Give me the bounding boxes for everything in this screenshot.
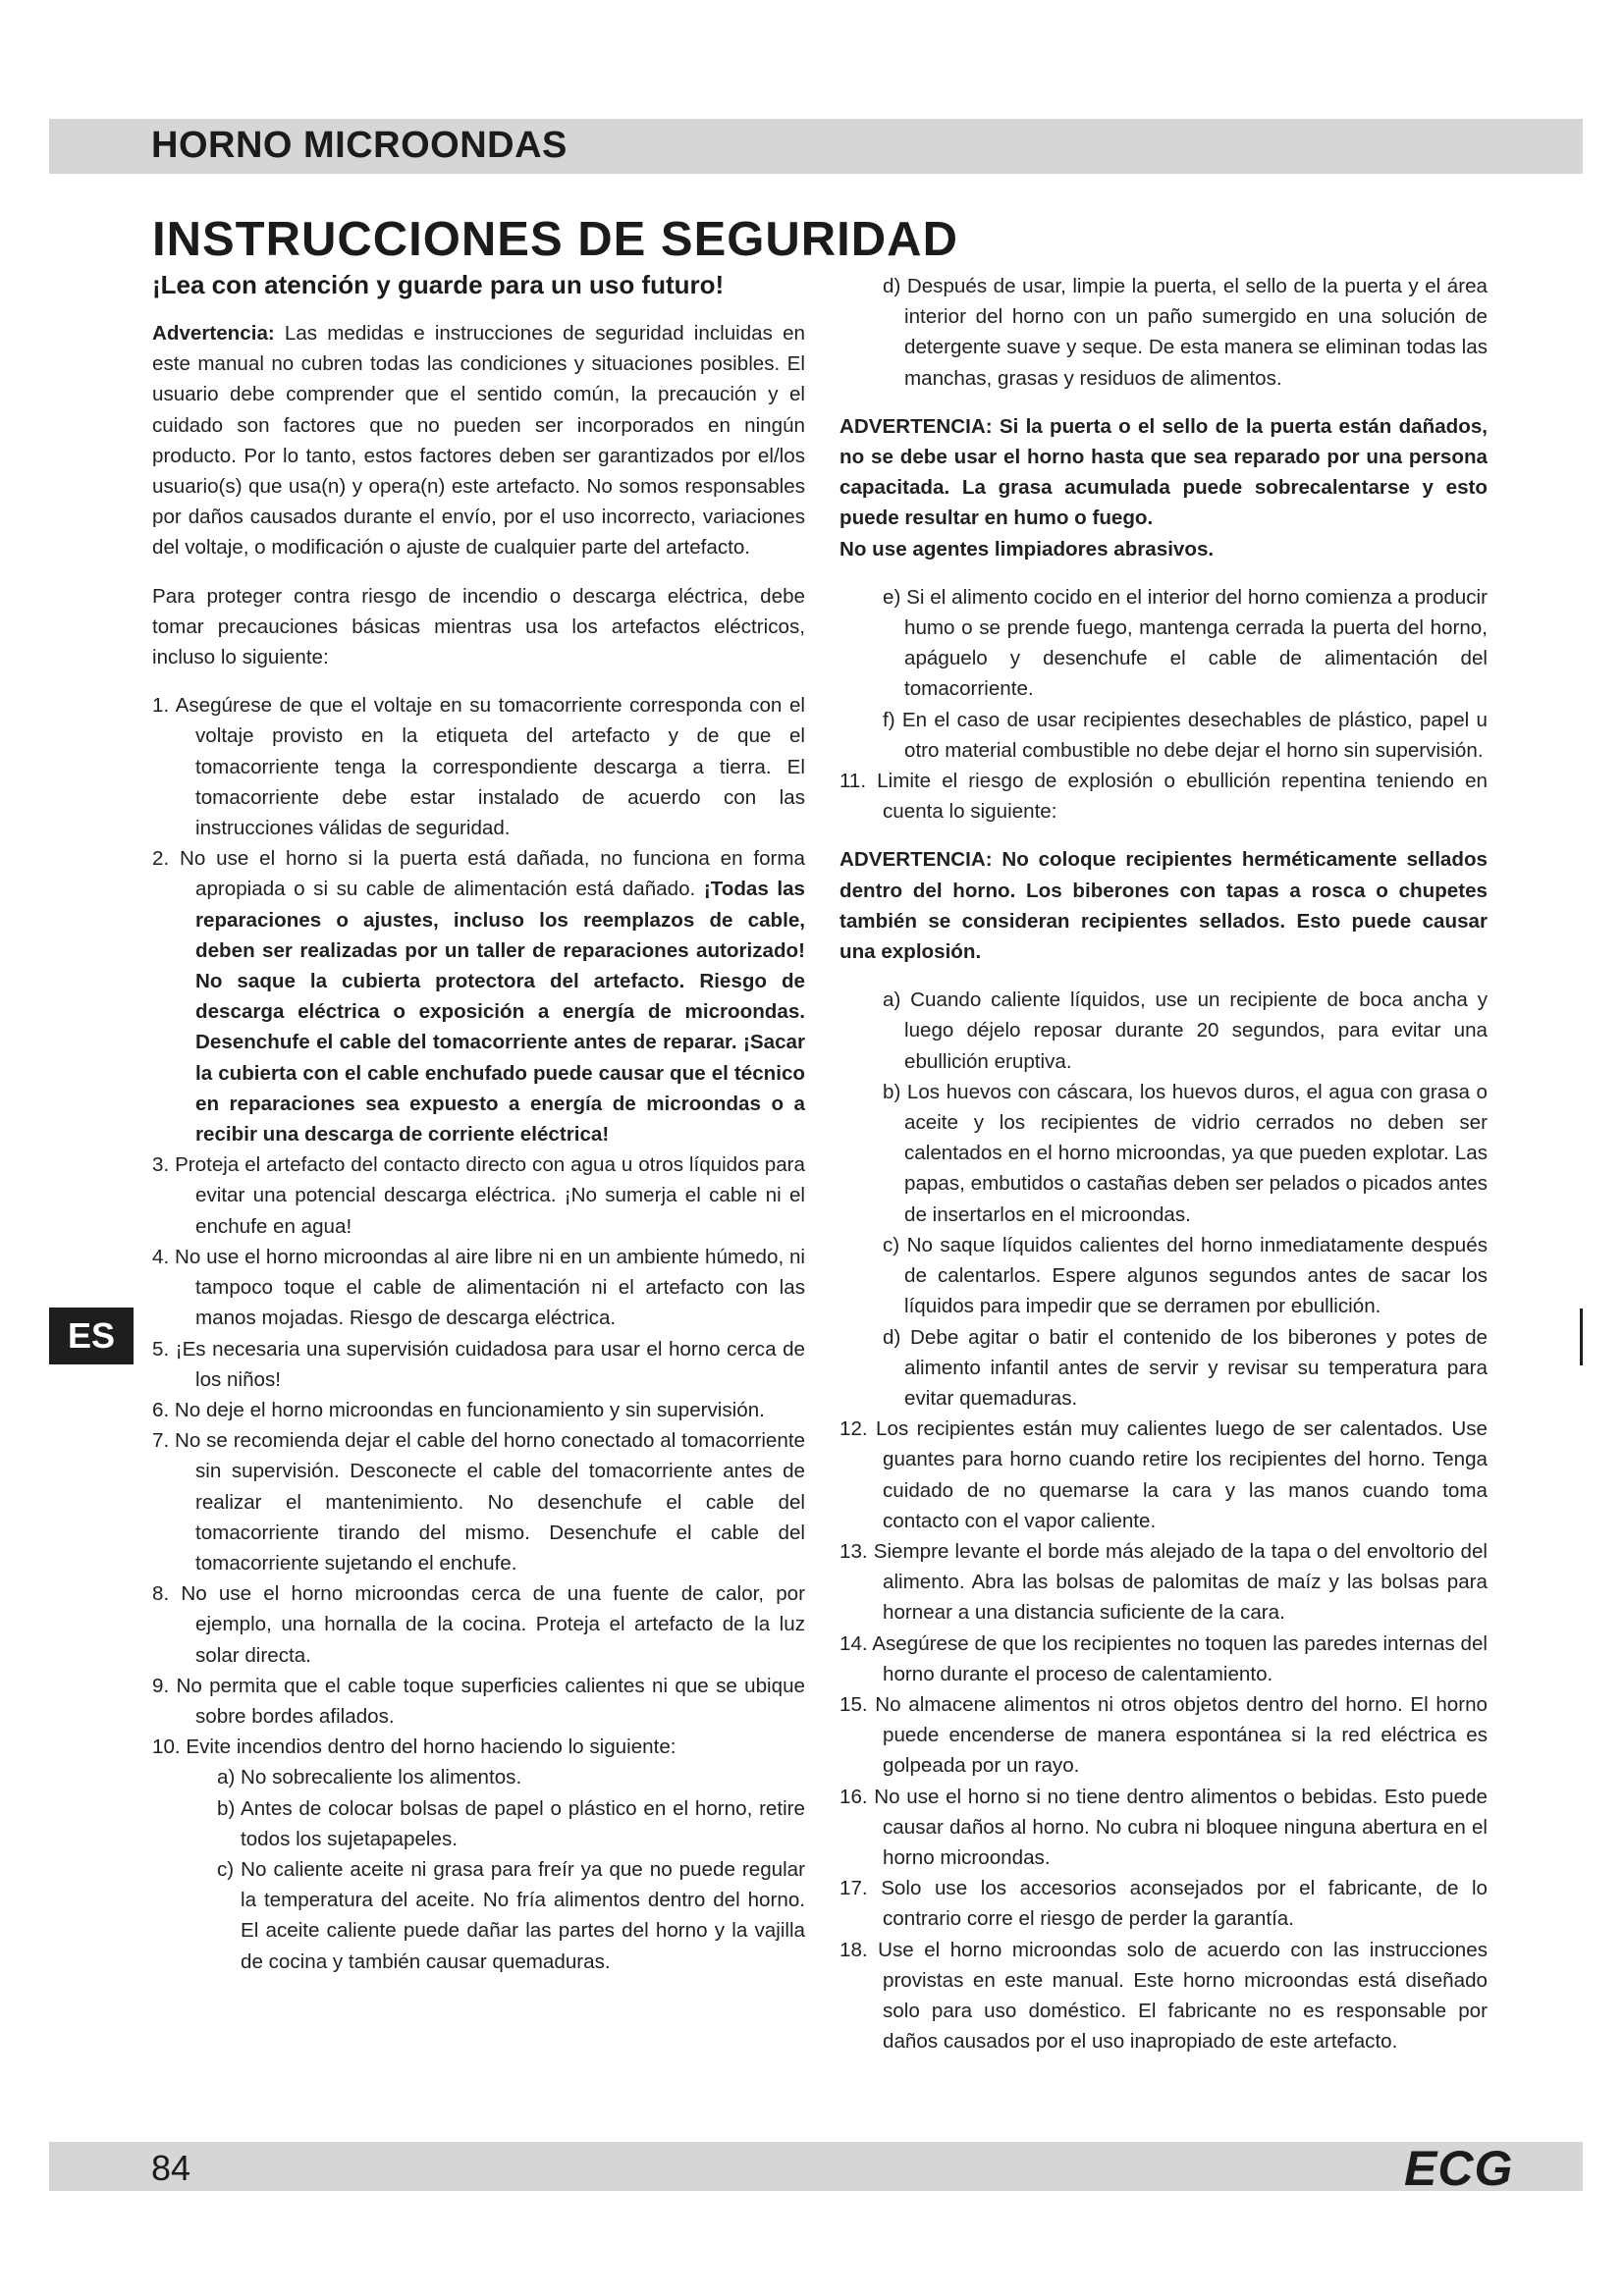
- intro-label: Advertencia:: [152, 322, 275, 345]
- list-item-8: 8. No use el horno microondas cerca de una fuente de calor, por ejemplo, una hornalla de la cocina. Proteja el artefacto de la luz solar directa.: [152, 1582, 805, 1667]
- list-item-10c: c) No caliente aceite ni grasa para freír ya que no puede regular la temperatura del aceite. No fría alimentos dentro del horno. El aceite caliente puede dañar las partes del horno y la vajilla de cocina y también causar quemaduras.: [217, 1857, 805, 1973]
- list-item-3: 3. Proteja el artefacto del contacto directo con agua u otros líquidos para evitar una potencial descarga eléctrica. ¡No sumerja el cable ni el enchufe en agua!: [152, 1153, 805, 1238]
- list-item-11d: d) Debe agitar o batir el contenido de los biberones y potes de alimento infantil antes de servir y revisar su temperatura para evitar quemaduras.: [883, 1325, 1488, 1410]
- list-item-4: 4. No use el horno microondas al aire libre ni en un ambiente húmedo, ni tampoco toque el cable de alimentación ni el artefacto con las manos mojadas. Riesgo de descarga eléctrica.: [152, 1245, 805, 1330]
- list-item-5: 5. ¡Es necesaria una supervisión cuidadosa para usar el horno cerca de los niños!: [152, 1337, 805, 1391]
- warning-door-seal: ADVERTENCIA: Si la puerta o el sello de la puerta están dañados, no se debe usar el horno hasta que sea reparado por una persona capacitada. La grasa acumulada puede sobrecalentarse y esto puede resultar en humo o fuego.: [839, 414, 1488, 530]
- list-item-10f: f) En el caso de usar recipientes desechables de plástico, papel u otro material combustible no debe dejar el horno sin supervisión.: [883, 708, 1488, 762]
- list-item-14: 14. Asegúrese de que los recipientes no toquen las paredes internas del horno durante el proceso de calentamiento.: [839, 1631, 1488, 1685]
- warning-abrasive: No use agentes limpiadores abrasivos.: [839, 537, 1215, 561]
- list-item-10b: b) Antes de colocar bolsas de papel o plástico en el horno, retire todos los sujetapapeles.: [217, 1796, 805, 1850]
- list-item-11: 11. Limite el riesgo de explosión o ebullición repentina teniendo en cuenta lo siguiente:: [839, 770, 1488, 824]
- list-item-7: 7. No se recomienda dejar el cable del horno conectado al tomacorriente sin supervisión. Desconecte el cable del tomacorriente antes de realizar el mantenimiento. No desenchufe el cable del tomacorriente tirando del mismo. Desenchufe el cable del tomacorriente sujetando el enchufe.: [152, 1429, 805, 1575]
- list-item-6: 6. No deje el horno microondas en funcionamiento y sin supervisión.: [152, 1398, 765, 1421]
- list-item-9: 9. No permita que el cable toque superficies calientes ni que se ubique sobre bordes afilados.: [152, 1674, 805, 1728]
- right-edge-marker: [1580, 1308, 1583, 1365]
- list-item-18: 18. Use el horno microondas solo de acuerdo con las instrucciones provistas en este manual. Este horno microondas está diseñado solo para uso doméstico. El fabricante no es responsable por daños causados por el uso inapropiado de este artefacto.: [839, 1938, 1488, 2054]
- language-tab-es: ES: [49, 1308, 134, 1364]
- page-number: 84: [151, 2148, 191, 2188]
- list-item-12: 12. Los recipientes están muy calientes luego de ser calentados. Use guantes para horno cuando retire los recipientes del horno. Tenga cuidado de no quemarse la cara y las manos cuando toma contacto con el vapor caliente.: [839, 1417, 1488, 1532]
- right-column: [839, 271, 1488, 2056]
- list-item-1: 1. Asegúrese de que el voltaje en su tomacorriente corresponda con el voltaje provisto en la etiqueta del artefacto y de que el tomacorriente tenga la correspondiente descarga a tierra. El tomacorriente debe estar instalado de acuerdo con las instrucciones válidas de seguridad.: [152, 694, 805, 840]
- list-item-10d: d) Después de usar, limpie la puerta, el sello de la puerta y el área interior del horno con un paño sumergido en una solución de detergente suave y seque. De esta manera se eliminan todas las manchas, grasas y residuos de alimentos.: [883, 275, 1488, 390]
- list-item-10a: a) No sobrecaliente los alimentos.: [217, 1766, 522, 1789]
- list-item-11c: c) No saque líquidos calientes del horno inmediatamente después de calentarlos. Espere algunos segundos antes de sacar los líquidos para impedir que se derramen por ebullición.: [883, 1233, 1488, 1318]
- list-item-10e: e) Si el alimento cocido en el interior del horno comienza a producir humo o se prende fuego, mantenga cerrada la puerta del horno, apáguelo y desenchufe el cable de alimentación del tomacorriente.: [883, 585, 1488, 701]
- list-item-11b: b) Los huevos con cáscara, los huevos duros, el agua con grasa o aceite y los recipientes de vidrio cerrados no deben ser calentados en el horno microondas, ya que pueden explotar. Las papas, embutidos o castañas deben ser pelados o picados antes de insertarlos en el microondas.: [883, 1080, 1488, 1226]
- list-item-17: 17. Solo use los accesorios aconsejados por el fabricante, de lo contrario corre el riesgo de perder la garantía.: [839, 1877, 1488, 1931]
- list-item-11a: a) Cuando caliente líquidos, use un recipiente de boca ancha y luego déjelo reposar durante 20 segundos, para evitar una ebullición eruptiva.: [883, 988, 1488, 1073]
- left-column: [152, 318, 805, 1977]
- section-header-band: [49, 119, 1583, 174]
- page-subtitle: ¡Lea con atención y guarde para un uso futuro!: [152, 270, 725, 299]
- intro-paragraph: [152, 318, 805, 563]
- page-title: INSTRUCCIONES DE SEGURIDAD: [152, 213, 958, 266]
- list-item-16: 16. No use el horno si no tiene dentro alimentos o bebidas. Esto puede causar daños al horno. No cubra ni bloquee ninguna abertura en el horno microondas.: [839, 1785, 1488, 1869]
- section-title: HORNO MICROONDAS: [151, 125, 568, 166]
- list-item-2-text: 2. No use el horno si la puerta está dañada, no funciona en forma apropiada o si su cable de alimentación está dañado.: [152, 847, 805, 901]
- list-item-2-warning: ¡Todas las reparaciones o ajustes, incluso los reemplazos de cable, deben ser realizadas por un taller de reparaciones autorizado! No saque la cubierta protectora del artefacto. Riesgo de descarga eléctrica o exposición a energía de microondas. Desenchufe el cable del tomacorriente antes de reparar. ¡Sacar la cubierta con el cable enchufado puede causar que el técnico en reparaciones sea expuesto a energía de microondas o a recibir una descarga de corriente eléctrica!: [195, 878, 805, 1147]
- warning-sealed-containers: ADVERTENCIA: No coloque recipientes herméticamente sellados dentro del horno. Los biberones con tapas a rosca o chupetes también se consideran recipientes sellados. Esto puede causar una explosión.: [839, 848, 1488, 964]
- list-item-13: 13. Siempre levante el borde más alejado de la tapa o del envoltorio del alimento. Abra las bolsas de palomitas de maíz y las bolsas para hornear a una distancia suficiente de la cara.: [839, 1539, 1488, 1625]
- list-item-15: 15. No almacene alimentos ni otros objetos dentro del horno. El horno puede encenderse de manera espontánea si la red eléctrica es golpeada por un rayo.: [839, 1692, 1488, 1778]
- list-item-10: 10. Evite incendios dentro del horno haciendo lo siguiente:: [152, 1735, 677, 1759]
- intro-text: Las medidas e instrucciones de seguridad incluidas en este manual no cubren todas las condiciones y situaciones posibles. El usuario debe comprender que el sentido común, la precaución y el cuidado son factores que no pueden ser incorporados en ningún producto. Por lo tanto, estos factores deben ser garantizados por el/los usuario(s) que usa(n) y opera(n) este artefacto. No somos responsables por daños causados durante el envío, por el uso incorrecto, variaciones del voltaje, o modificación o ajuste de cualquier parte del artefacto.: [152, 322, 805, 560]
- list-item-2: [152, 843, 805, 1149]
- brand-logo: ECG: [1404, 2141, 1514, 2196]
- footer-band: [49, 2141, 1583, 2196]
- protection-paragraph: Para proteger contra riesgo de incendio o descarga eléctrica, debe tomar precauciones básicas mientras usa los artefactos eléctricos, incluso lo siguiente:: [152, 584, 805, 669]
